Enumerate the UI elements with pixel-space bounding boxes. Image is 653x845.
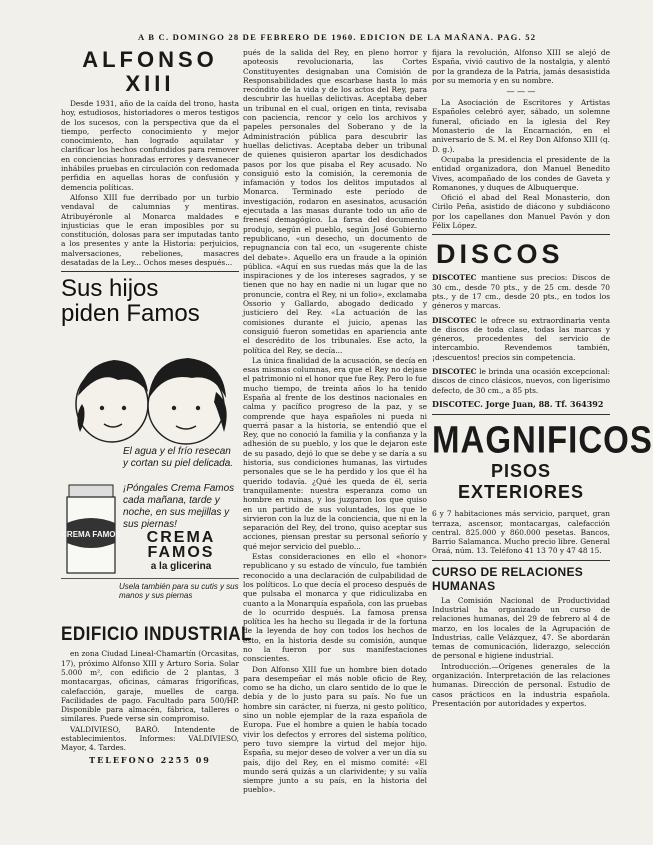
article-paragraph: La Asociación de Escritores y Artistas Españoles celebró ayer, sábado, un solemne funeral, oficiado en la iglesia del Rey Monasterio de la Encarnación, en el aniversario de S. M. el Rey Don Alfonso XIII (q. D. g.). xyxy=(432,98,610,154)
famos-caption: El agua y el frío resecan y cortan su piel delicada. xyxy=(123,446,234,470)
pisos-headline-2: PISOS EXTERIORES xyxy=(457,461,585,503)
pisos-advertisement xyxy=(432,418,653,556)
edificio-contact: VALDIVIESO, BARÓ. Intendente de establecimientos. Informes: VALDIVIESO, Mayor, 4. Tardes. xyxy=(61,724,239,753)
edificio-body: en zona Ciudad Lineal-Chamartín (Orcasitas, 17), próximo Alfonso XIII y Arturo Soria. Solar 5.000 m², con edificio de 2 plantas, 3 montacargas, oficinas, cámaras frigoríficas, calefacción, garaje, muelles de carga. Facilidades de pago. Facultado para 500/HP. Disponible para almacén, fábrica, talleres o similares. Puede verse sin compromiso. xyxy=(61,649,239,724)
article-paragraph: fijara la revolución, Alfonso XIII se alejó de España, vivió cautivo de la nostalgia, y alentó por la grandeza de la Patria, jamás desasistida por su memoria y en su nombre. xyxy=(432,48,610,85)
article-paragraph: Ofició el abad del Real Monasterio, don Cirilo Peña, asistido de diácono y subdiácono por los capellanes don Manuel Pavón y don Félix López. xyxy=(432,193,610,231)
article-paragraph: Estas consideraciones en ello el «honor» republicano y su estado de vínculo, fue también reconocido a una declaración de culpabilidad de los políticos. Lo que decía el proceso después de que pulsaba el monarca y que ridiculizaba en cuanto a la Monarquía española, con las pruebas de lo ocurrido después. La famosa prensa política les ha hecho su llegada ir de la fortuna de la leyenda de hoy con todos los hechos de esto, en la historia desde su comisión, aunque no la fueron por sus manifestaciones conscientes. xyxy=(243,552,427,664)
famos-word: FAMOS xyxy=(147,544,215,562)
edificio-telephone: TELEFONO 2255 09 xyxy=(89,754,211,765)
discos-advertisement xyxy=(432,239,610,409)
divider xyxy=(61,271,239,272)
discos-item xyxy=(432,367,610,395)
discos-brand: DISCOTEC xyxy=(432,367,477,377)
article-paragraph: Desde 1931, año de la caída del trono, hasta hoy, estudiosos, historiadores o meros testigos de los sucesos, con la perspectiva que da el tiempo, perfecto conocimiento y mejor conocimiento, han logrado aquilatar y clarificar los hechos confundidos para remover en conciencias honradas errores y desvanecer inhábiles pruebas en circulación con redomada perfidia en aquellas horas de confusión y demencia políticas. xyxy=(61,99,239,192)
glicerina-tagline: a la glicerina xyxy=(150,561,212,573)
article-paragraph: Don Alfonso XIII fue un hombre bien dotado para desempeñar el más noble oficio de Rey, como se ha dicho, un claro sentido de lo que le debía y de lo justo para su país. No fue un hombre sin carácter, ni fuerza, ni gesto político, sino un noble ejemplar de la raza española de Europa. Fue el hombre a quien le había tocado vivir los defectos y errores del sistema político, pero tuvo siempre la virtud del mejor hijo. España, su mejor deseo de volver a ver un día su país, dijo del Rey, en el mismo comité: «El mundo será quizás a un clarividente; y su valía siempre junto a su país, en la historia del pueblo». xyxy=(243,664,427,795)
famos-body: ¡Póngales Crema Famos cada mañana, tarde y noche, en sus mejillas y sus piernas! xyxy=(123,483,235,531)
crema-word: CREMA xyxy=(146,529,216,547)
discos-item xyxy=(432,273,610,310)
header-text: A B C. DOMINGO 28 DE FEBRERO DE 1960. EDICION DE LA MAÑANA. PAG. 52 xyxy=(138,32,537,42)
cream-jar-illustration xyxy=(63,483,119,577)
article-headline: ALFONSO XIII xyxy=(82,47,218,96)
discos-item-text: mantiene sus precios: Discos de 30 cm., desde 70 pts., y de 25 cm. desde 70 pts., y de 17 cm., desde 20 pts., en todos los géneros y marcas. xyxy=(432,273,610,311)
discos-headline: DISCOS xyxy=(436,239,564,270)
left-column xyxy=(61,47,252,833)
article-paragraph: Ocupaba la presidencia el presidente de la entidad organizadora, don Manuel Benedito Vives, acompañado de los condes de Gaveta y Romanones, y duques de Albuquerque. xyxy=(432,154,610,192)
discos-brand: DISCOTEC xyxy=(432,315,477,325)
curso-body: La Comisión Nacional de Productividad Industrial ha organizado un curso de relaciones humanas, del 29 de febrero al 4 de marzo, en los locales de la Agrupación de Industrias, calle Velázquez, 47. Se abordarán temas de comunicación, liderazgo, selección de personal e higiene industrial. xyxy=(432,595,610,661)
article-paragraph: Alfonso XIII fue derribado por un turbio vendaval de calumnias y mentiras. Atribuyéronle al Monarca maldades e injusticias que le eran imposibles por su constitución, dolosas para ser imputadas tanto a los presentes y ante la Historia: perjuicios, malversaciones, rebeliones, masacres desatadas de la Ley... Ochos meses después... xyxy=(61,192,239,268)
curso-headline: CURSO DE RELACIONES HUMANAS xyxy=(432,564,584,593)
divider xyxy=(432,560,610,561)
article-paragraph: La única finalidad de la acusación, se decía en esas mismas columnas, era que el Rey no dejase el patrimonio ni el honor que fue Rey. Pero lo fue mucho tiempo, de treinta años lo ha tenido España al frente de los destinos nacionales en calma y pacífico progreso de la paz, y se comprende que haya españoles ni pueda ni querrá pasar a la historia, se entendió que el Rey, que no conoció la familia y la confianza y la adhesión de su pueblo, y los que le dejaron este de su pasado, dejó lo que se debe y se daría a su historia, sus condiciones humanas, las virtudes personales que se le ha perdido y los que él ha querido todavía. ¿Qué les queda de él, seria tranquilamente: nuestra esperanza como un hombre en ruinas, y los juzgaron los que quiso en un partido de sus voluntades, los que le sirvieron con la luz de la conciencia, que ni en la separación del Rey, del trono, quiso aceptar sus acciones, piensan prestar su personal señorío y qué mejor servicio del pueblo... xyxy=(243,355,427,551)
discos-item-text: le brinda una ocasión excepcional: discos de cinco clásicos, nuevos, con ligerísimo defecto, de 30 cm., a 85 pts. xyxy=(432,367,610,395)
discos-item xyxy=(432,316,610,362)
pisos-headline-1: MAGNIFICOS xyxy=(432,418,653,461)
curso-body-2: Introducción.—Orígenes generales de la organización. Interpretación de las relaciones humanas. Dirección de personal. Estudio de casos prácticos en la industria española. Presentación por autoridades y expertos. xyxy=(432,661,610,708)
famos-bottom-text: Usela también para su cutis y sus manos y sus piernas xyxy=(119,582,239,601)
pisos-body: 6 y 7 habitaciones más servicio, parquet, gran terraza, ascensor, montacargas, calefacción central. 825.000 y 860.000 pesetas. Bancos, Barrio Salamanca. Mucho precio libre. General Oraá, núm. 13. Teléfono 41 13 70 y 47 48 15. xyxy=(432,509,610,556)
crema-logo xyxy=(125,530,237,560)
middle-column xyxy=(243,48,427,833)
divider xyxy=(432,414,610,415)
discos-brand: DISCOTEC xyxy=(432,273,477,283)
divider xyxy=(432,234,610,235)
famos-headline-1: Sus hijos xyxy=(61,275,159,303)
page-header xyxy=(0,0,620,42)
famos-headline-2: piden Famos xyxy=(61,300,200,328)
famos-advertisement xyxy=(61,276,239,579)
children-illustration xyxy=(64,346,234,446)
jar-label: CREMA FAMOS xyxy=(61,530,121,540)
discos-item-text: le ofrece su extraordinaria venta de discos de toda clase, todas las marcas y géneros, procedentes del servicio de intercambio. Revendemos también, ¡descuentos! precios sin competencia. xyxy=(432,315,610,362)
right-column xyxy=(432,48,653,833)
curso-article xyxy=(432,565,610,709)
article-paragraph: pués de la salida del Rey, en pleno horror y apoteosis revolucionaria, las Cortes Constituyentes designaban una Comisión de Responsabilidades que escarbase hasta lo más recóndito de la vida y de los actos del Rey, para descubrir las huellas delictivas. Aceptaba deber un tribunal en el cual, origen en tinta, revisaba con paciencia, rencor y celo los archivos y papeles personales del Soberano y de la Administración pública para descubrir las huellas delictivas. Aceptaba deber un tribunal de quienes quisieron apartar los desdichados pasos por los que pisaba el Rey acusado. No consiguió esto la comisión, la ceremonia de infamación y todos los delitos imputados al Monarca. Terminado este período de investigación, rodaron en asesinatos, acusación ejecutada a las masas durante todo un año de frenesí demagógico. La farsa del documento produjo, según el pueblo, según José Gobierno republicano, «un desecho, un documento de repugnancia con tal eco, un «sugerente chiste del debate». Aquello era un fraude a la opinión pública. «Aquí en sus ruedas más que la de las inspiraciones y de los intereses sagrados, y se tienen que no hay en nadie ni un lugar que no pronuncie, contra el Rey, ni un folio», exclamaba Ossorio y Gallardo, abogado dedicado y justiciero del Rey. «La actuación de las comisiones durante el juicio, apenas las consiguió fueron sometidas en apariencia ante el descrédito de los tribunales. Ese acto, la política del Rey, se decía... xyxy=(243,48,427,355)
section-dash: — — — xyxy=(506,87,536,97)
discos-address: DISCOTEC. Jorge Juan, 88. Tf. 364392 xyxy=(432,398,604,409)
edificio-headline: EDIFICIO INDUSTRIAL xyxy=(61,624,252,646)
